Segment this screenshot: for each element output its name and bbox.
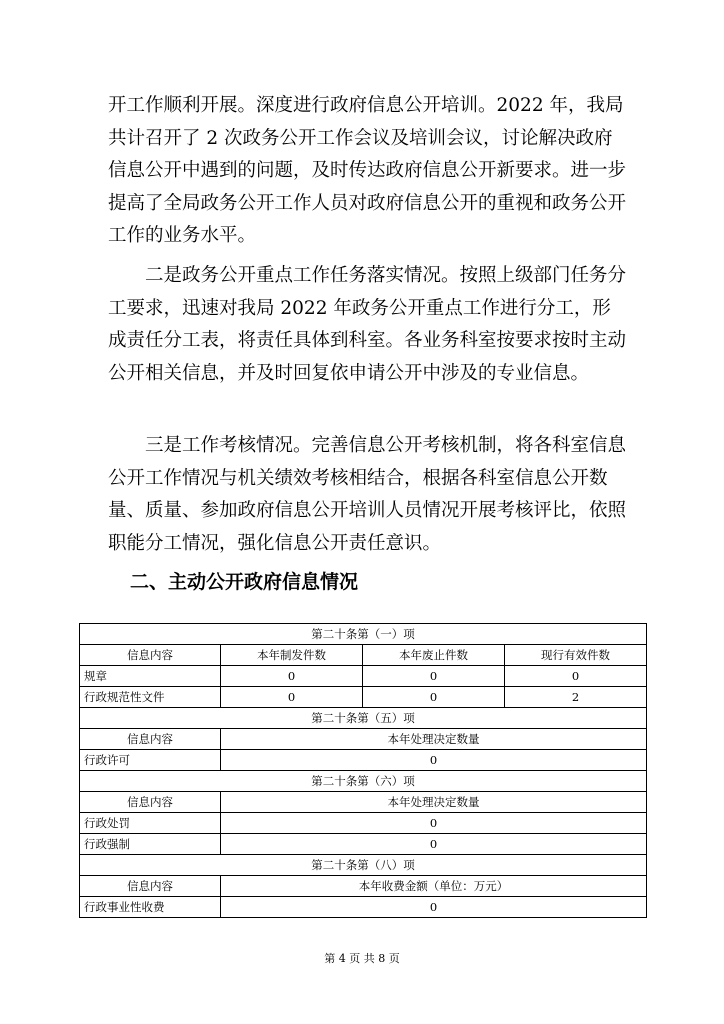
header-row [80,876,647,897]
table-row [80,897,647,918]
section-title: 第二十条第（六）项 [80,771,647,792]
table-cell: 0 [363,666,505,687]
table-cell: 0 [221,897,647,918]
table-cell: 0 [221,834,647,855]
row-label: 规章 [80,666,221,687]
row-label: 行政强制 [80,834,221,855]
header-row [80,729,647,750]
row-label: 行政规范性文件 [80,687,221,708]
table-row [80,666,647,687]
section-title-row [80,624,647,645]
header-cell: 信息内容 [80,792,221,813]
section-heading: 二、主动公开政府信息情况 [130,571,359,593]
table-cell: 0 [221,687,363,708]
table-cell: 0 [221,750,647,771]
section-title-row [80,771,647,792]
section-title-row [80,708,647,729]
body-paragraph [108,260,628,390]
row-label: 行政事业性收费 [80,897,221,918]
table-cell: 2 [505,687,647,708]
header-cell: 现行有效件数 [505,645,647,666]
header-cell: 信息内容 [80,729,221,750]
disclosure-table [79,623,647,918]
page-number: 第 4 页 共 8 页 [324,952,400,965]
section-title: 第二十条第（一）项 [80,624,647,645]
table-row [80,813,647,834]
header-row [80,645,647,666]
header-cell: 信息内容 [80,876,221,897]
row-label: 行政许可 [80,750,221,771]
table-cell: 0 [363,687,505,708]
table-row [80,687,647,708]
header-cell: 本年收费金额（单位：万元） [221,876,647,897]
table-cell: 0 [505,666,647,687]
table-cell: 0 [221,813,647,834]
section-title: 第二十条第（八）项 [80,855,647,876]
row-label: 行政处罚 [80,813,221,834]
paragraph-text: 三是工作考核情况。完善信息公开考核机制，将各科室信息公开工作情况与机关绩效考核相结合，根据各科室信息公开数量、质量、参加政府信息公开培训人员情况开展考核评比，依照职能分工情况，强化信息公开责任意识。 [108,435,627,554]
header-cell: 信息内容 [80,645,221,666]
header-row [80,792,647,813]
section-title-row [80,855,647,876]
header-cell: 本年处理决定数量 [221,792,647,813]
section-title: 第二十条第（五）项 [80,708,647,729]
paragraph-text: 二是政务公开重点工作任务落实情况。按照上级部门任务分工要求，迅速对我局 2022 年政务公开重点工作进行分工，形成责任分工表，将责任具体到科室。各业务科室按要求按时主动公开相关信息，并及时回复依申请公开中涉及的专业信息。 [108,265,627,384]
paragraph-text: 开工作顺利开展。深度进行政府信息公开培训。2022 年，我局共计召开了 2 次政务公开工作会议及培训会议，讨论解决政府信息公开中遇到的问题，及时传达政府信息公开新要求。进一步提高了全局政务公开工作人员对政府信息公开的重视和政务公开工作的业务水平。 [108,95,627,246]
header-cell: 本年废止件数 [363,645,505,666]
header-cell: 本年处理决定数量 [221,729,647,750]
header-cell: 本年制发件数 [221,645,363,666]
table-cell: 0 [221,666,363,687]
table-row [80,834,647,855]
body-paragraph [108,90,628,253]
body-paragraph [108,430,628,560]
table-row [80,750,647,771]
